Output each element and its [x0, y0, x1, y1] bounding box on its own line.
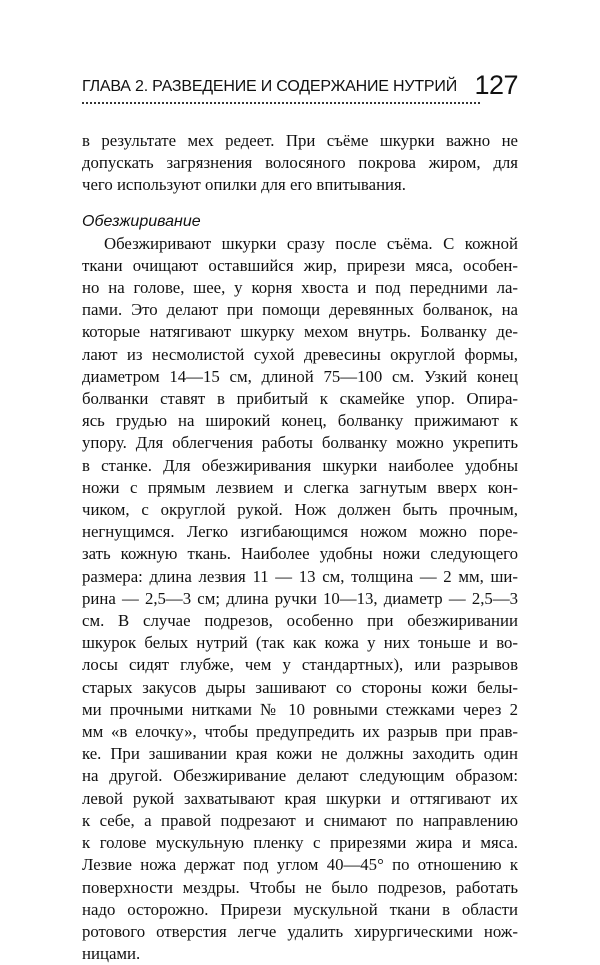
- text-line: лают из несмолистой сухой древесины округлой формы,: [82, 344, 518, 364]
- text-line: надо осторожно. Прирези мускульной ткани в области: [82, 899, 518, 919]
- text-line: мм «в елочку», чтобы предупредить их разрыв при прав-: [82, 722, 518, 742]
- text-line: пами. Это делают при помощи деревянных болванок, на: [82, 300, 518, 320]
- body-text: [82, 130, 518, 965]
- text-line: болванки ставят в прибитый к скамейке упор. Опира-: [82, 389, 518, 409]
- text-line: ницами.: [82, 944, 141, 964]
- text-line: левой рукой захватывают края шкурки и оттягивают их: [82, 788, 518, 808]
- paragraph-continuation: [82, 130, 518, 197]
- text-line: чего используют опилки для его впитывания.: [82, 175, 406, 195]
- text-line: ясь грудью на широкий конец, болванку прижимают к: [82, 411, 518, 431]
- text-line: шкурок белых нутрий (так как кожа у них тоньше и во-: [82, 633, 518, 653]
- running-header: [82, 68, 518, 106]
- header-divider: [82, 102, 480, 104]
- text-line: размера: длина лезвия 11 — 13 см, толщина — 2 мм, ши-: [82, 566, 518, 586]
- text-line: в станке. Для обезжиривания шкурки наиболее удобны: [82, 455, 518, 475]
- text-line: ротового отверстия легче удалить хирургическими нож-: [82, 921, 518, 941]
- text-line: которые натягивают шкурку мехом внутрь. Болванку де-: [82, 322, 518, 342]
- text-line: диаметром 14—15 см, длиной 75—100 см. Узкий конец: [82, 366, 518, 386]
- text-line: Обезжиривают шкурки сразу после съёма. С кожной: [104, 233, 518, 253]
- text-line: к голове мускульную пленку с прирезями жира и мяса.: [82, 833, 518, 853]
- text-line: упору. Для облегчения работы болванку можно укрепить: [82, 433, 518, 453]
- text-line: в результате мех редеет. При съёме шкурки важно не: [82, 131, 518, 150]
- text-line: ножи с прямым лезвием и слегка загнутым вверх кон-: [82, 477, 518, 497]
- text-line: ке. При зашивании края кожи не должны заходить один: [82, 744, 518, 764]
- chapter-title: ГЛАВА 2. РАЗВЕДЕНИЕ И СОДЕРЖАНИЕ НУТРИЙ: [82, 78, 457, 95]
- text-line: на другой. Обезжиривание делают следующим образом:: [82, 766, 518, 786]
- section-paragraph: [82, 233, 518, 965]
- text-line: лосы сидят глубже, чем у стандартных), или разрывов: [82, 655, 518, 675]
- text-line: старых закусов дыры зашивают со стороны кожи белы-: [82, 677, 518, 697]
- text-line: рина — 2,5—3 см; длина ручки 10—13, диаметр — 2,5—3: [82, 588, 518, 608]
- text-line: допускать загрязнения волосяного покрова жиром, для: [82, 153, 518, 173]
- text-line: Лезвие ножа держат под углом 40—45° по отношению к: [82, 855, 518, 875]
- page-number: 127: [474, 70, 518, 100]
- text-line: зать кожную ткань. Наиболее удобны ножи следующего: [82, 544, 518, 564]
- section-heading: Обезжиривание: [82, 212, 201, 230]
- book-page: [82, 68, 518, 965]
- text-line: к себе, а правой подрезают и снимают по направлению: [82, 810, 518, 830]
- text-line: чиком, с округлой рукой. Нож должен быть прочным,: [82, 500, 518, 520]
- text-line: поверхности мездры. Чтобы не было подрезов, работать: [82, 877, 518, 897]
- text-line: см. В случае подрезов, особенно при обезжиривании: [82, 611, 518, 631]
- text-line: но на голове, шее, у корня хвоста и под передними ла-: [82, 278, 518, 298]
- text-line: ми прочными нитками № 10 ровными стежками через 2: [82, 699, 518, 719]
- text-line: ткани очищают оставшийся жир, прирези мяса, особен-: [82, 255, 518, 275]
- text-line: негнущимся. Легко изгибающимся ножом можно поре-: [82, 522, 518, 542]
